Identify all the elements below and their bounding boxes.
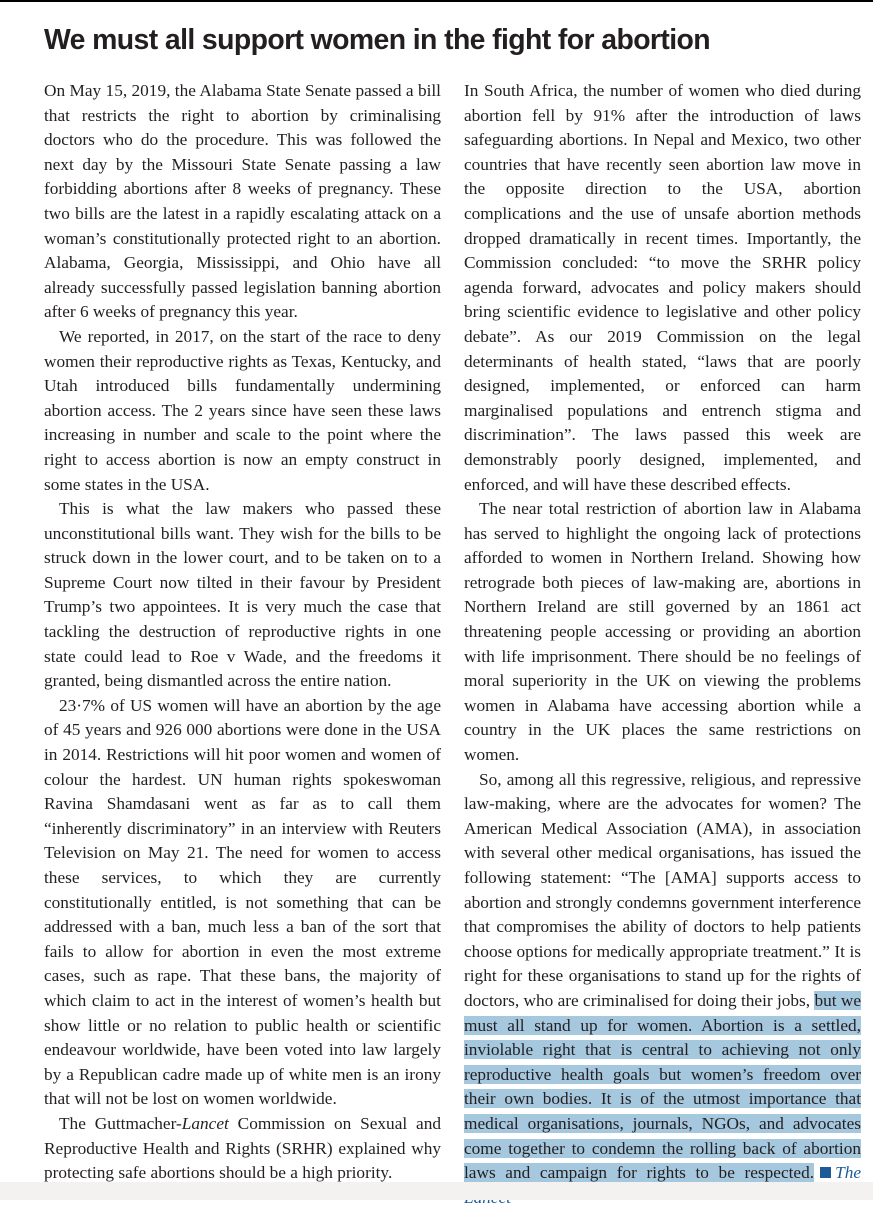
left-paragraph-5 bbox=[44, 1112, 441, 1186]
commission-name-start: The Guttmacher- bbox=[59, 1113, 182, 1133]
right-paragraph-2: The near total restriction of abortion law in Alabama has served to highlight the ongoing lack of protections afforded to women in Northern Ireland. Showing how retrograde both pieces of law-making are, abortions in Northern Ireland are still governed by an 1861 act threatening people accessing or providing an abortion with life imprisonment. There should be no feelings of moral superiority in the UK on viewing the problems women in Alabama have accessing abortion while a country in the UK places the same restrictions on women. bbox=[464, 499, 861, 765]
right-column bbox=[464, 79, 861, 1210]
article-title: We must all support women in the fight for abortion bbox=[44, 24, 711, 56]
top-rule bbox=[0, 0, 873, 2]
right-paragraph-3-body: So, among all this regressive, religious, and repressive law-making, where are the advocates for women? The American Medical Association (AMA), in association with several other medical organisations, has issued the following statement: “The [AMA] supports access to abortion and strongly condemns government interference that compromises the ability of doctors to help patients choose options for medically appropriate treatment.” It is right for these organisations to stand up for the rights of doctors, who are criminalised for doing their jobs, bbox=[464, 769, 861, 1010]
right-paragraph-1: In South Africa, the number of women who died during abortion fell by 91% after the introduction of laws safeguarding abortions. In Nepal and Mexico, two other countries that have recently seen abortion law move in the opposite direction to the USA, abortion complications and the use of unsafe abortion methods dropped dramatically in recent times. Importantly, the Commission concluded: “to move the SRHR policy agenda forward, advocates and policy makers should bring scientific evidence to legislative and other policy debate”. As our 2019 Commission on the legal determinants of health stated, “laws that are poorly designed, implemented, or enforced can harm marginalised populations and entrench stigma and discrimination”. The laws passed this week are demonstrably poorly designed, implemented, and enforced, and will have these described effects. bbox=[464, 81, 861, 494]
left-paragraph-1: On May 15, 2019, the Alabama State Senate passed a bill that restricts the right to abortion by criminalising doctors who do the procedure. This was followed the next day by the Missouri State Senate passing a law forbidding abortions after 8 weeks of pregnancy. These two bills are the latest in a rapidly escalating attack on a woman’s constitutionally protected right to an abortion. Alabama, Georgia, Mississippi, and Ohio have all already successfully passed legislation banning abortion after 6 weeks of pregnancy this year. bbox=[44, 81, 441, 322]
highlighted-text[interactable]: but we must all stand up for women. Abortion is a settled, inviolable right that is central to achieving not only reproductive health goals but women’s freedom over their own bodies. It is of the utmost importance that medical organisations, journals, NGOs, and advocates come together to condemn the rolling back of abortion laws and campaign for rights to be respected. bbox=[464, 990, 862, 1183]
left-column bbox=[44, 79, 441, 1186]
blue-square-icon bbox=[820, 1167, 831, 1178]
left-paragraph-2: We reported, in 2017, on the start of the race to deny women their reproductive rights as Texas, Kentucky, and Utah introduced bills fundamentally undermining abortion access. The 2 years since have seen these laws increasing in number and scale to the point where the right to access abortion is now an empty construct in some states in the USA. bbox=[44, 326, 441, 494]
left-paragraph-3: This is what the law makers who passed these unconstitutional bills want. They wish for the bills to be struck down in the lower court, and to be taken on to a Supreme Court now tilted in their favour by President Trump’s two appointees. It is very much the case that tackling the destruction of reproductive rights in one state could lead to Roe v Wade, and the freedoms it granted, being dismantled across the entire nation. bbox=[44, 499, 441, 691]
left-paragraph-4: 23·7% of US women will have an abortion by the age of 45 years and 926 000 abortions were done in the USA in 2014. Restrictions will hit poor women and women of colour the hardest. UN human rights spokeswoman Ravina Shamdasani went as far as to call them “inherently discriminatory” in an interview with Reuters Television on May 21. The need for women to access these services, to which they are currently constitutionally entitled, is not something that can be addressed with a ban, much less a ban of the sort that fails to allow for abortion in even the most extreme cases, such as rape. That these bans, the majority of which claim to act in the interest of women’s health but show little or no relation to public health or scientific endeavour worldwide, have been voted into law largely by a Republican cadre made up of white men is an irony that will not be lost on women worldwide. bbox=[44, 695, 441, 1109]
signature: The bbox=[835, 1163, 861, 1183]
commission-name-lancet: Lancet bbox=[181, 1113, 229, 1133]
page-bottom-edge bbox=[0, 1182, 873, 1200]
left-paragraph-5-body: Commission on Sexual and Reproductive Health and Rights (SRHR) explained why protecting safe abortions should be a high priority. bbox=[44, 1113, 442, 1183]
right-paragraph-3 bbox=[464, 768, 861, 1210]
